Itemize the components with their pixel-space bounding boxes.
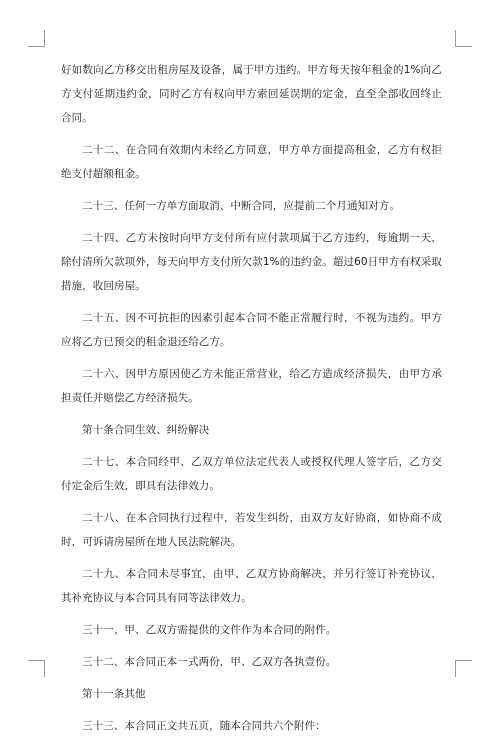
- clause-26: 二十六、因甲方原因使乙方未能正常营业，给乙方造成经济损失，由甲方承担责任并赔偿乙方经济损失。: [61, 368, 442, 404]
- clause-31: 三十一、甲、乙双方需提供的文件作为本合同的附件。: [82, 624, 337, 636]
- clause-33: 三十三、本合同正文共五页，随本合同共六个附件：: [82, 720, 326, 732]
- document-body: [61, 58, 442, 746]
- clause-22: 二十二、在合同有效期内未经乙方同意，甲方单方面提高租金，乙方有权拒绝支付超额租金。: [61, 144, 442, 180]
- clause-32: 三十二、本合同正本一式两份，甲、乙双方各执壹份。: [82, 656, 337, 668]
- crop-mark-top-right: [455, 30, 472, 47]
- section-heading-11: 第十一条其他: [82, 688, 146, 700]
- crop-mark-bottom-left: [28, 660, 45, 677]
- clause-23: 二十三、任何一方单方面取消、中断合同，应提前二个月通知对方。: [82, 200, 400, 212]
- clause-28: 二十八、在本合同执行过程中，若发生纠纷，由双方友好协商，如协商不成时，可诉请房屋所在地人民法院解决。: [61, 512, 442, 548]
- clause-27: 二十七、本合同经甲、乙双方单位法定代表人或授权代理人签字后，乙方交付定金后生效，即具有法律效力。: [61, 456, 442, 492]
- clause-29: 二十九、本合同未尽事宜，由甲、乙双方协商解决，并另行签订补充协议，其补充协议与本合同具有同等法律效力。: [61, 568, 442, 604]
- crop-mark-bottom-right: [455, 660, 472, 677]
- clause-24: 二十四、乙方未按时向甲方支付所有应付款项属于乙方违约，每逾期一天，除付清所欠款项外，每天向甲方支付所欠款1%的违约金。超过60日甲方有权采取措施，收回房屋。: [61, 232, 442, 292]
- section-heading-10: 第十条合同生效、纠纷解决: [82, 424, 210, 436]
- clause-25: 二十五、因不可抗拒的因素引起本合同不能正常履行时，不视为违约。甲方应将乙方已预交的租金退还给乙方。: [61, 312, 442, 348]
- crop-mark-top-left: [28, 30, 45, 47]
- paragraph-continuation: 好如数向乙方移交出租房屋及设备，属于甲方违约。甲方每天按年租金的1%向乙方支付延期违约金，同时乙方有权向甲方索回延误期的定金，直至全部收回终止合同。: [61, 64, 442, 124]
